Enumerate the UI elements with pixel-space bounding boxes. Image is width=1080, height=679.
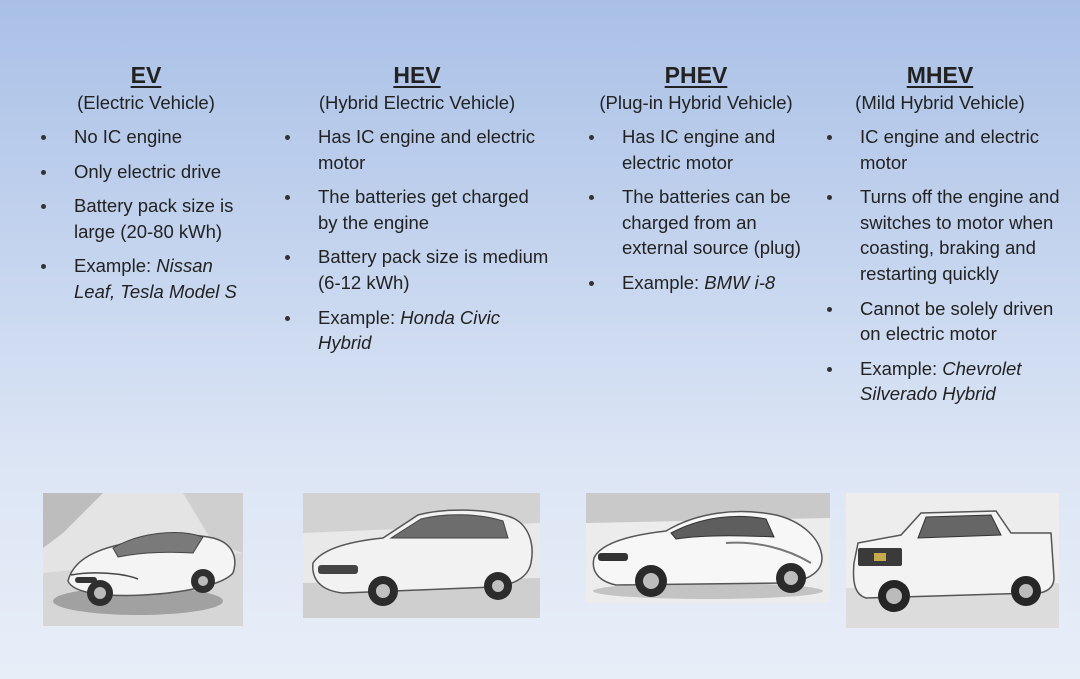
bullet-list [74, 124, 254, 305]
column-mhev [824, 60, 1064, 416]
bullet-item: Battery pack size is large (20-80 kWh) [74, 193, 254, 244]
bullet-item: Battery pack size is medium (6-12 kWh) [318, 244, 553, 295]
column-hev [282, 60, 557, 365]
bullet-item: Example: Nissan Leaf, Tesla Model S [74, 253, 254, 304]
column-phev [586, 60, 816, 305]
bullet-item: Cannot be solely driven on electric motor [860, 296, 1060, 347]
column-subtitle: (Electric Vehicle) [77, 92, 215, 113]
column-title: MHEV [906, 62, 974, 88]
bullet-list [860, 124, 1060, 407]
ev-car-image [43, 493, 243, 626]
column-subtitle: (Mild Hybrid Vehicle) [855, 92, 1025, 113]
bullet-item: Example: BMW i-8 [622, 270, 807, 296]
bullet-item: No IC engine [74, 124, 254, 150]
bullet-item: Has IC engine and electric motor [622, 124, 807, 175]
bullet-item: The batteries get charged by the engine [318, 184, 553, 235]
bullet-item: Example: Chevrolet Silverado Hybrid [860, 356, 1060, 407]
column-title: PHEV [664, 62, 728, 88]
bullet-item: Only electric drive [74, 159, 254, 185]
column-subtitle: (Plug-in Hybrid Vehicle) [599, 92, 793, 113]
bullet-list [622, 124, 807, 296]
bullet-item: Example: Honda Civic Hybrid [318, 305, 553, 356]
column-title: HEV [393, 62, 441, 88]
column-title: EV [130, 62, 162, 88]
bullet-item: IC engine and electric motor [860, 124, 1060, 175]
column-ev [36, 60, 256, 314]
bullet-list [318, 124, 553, 356]
hev-car-image [303, 493, 540, 618]
phev-car-image [586, 493, 830, 603]
bullet-item: Turns off the engine and switches to motor when coasting, braking and restarting quickly [860, 184, 1060, 286]
bullet-item: Has IC engine and electric motor [318, 124, 553, 175]
bullet-item: The batteries can be charged from an external source (plug) [622, 184, 807, 261]
column-subtitle: (Hybrid Electric Vehicle) [318, 92, 516, 113]
mhev-truck-image [846, 493, 1059, 628]
